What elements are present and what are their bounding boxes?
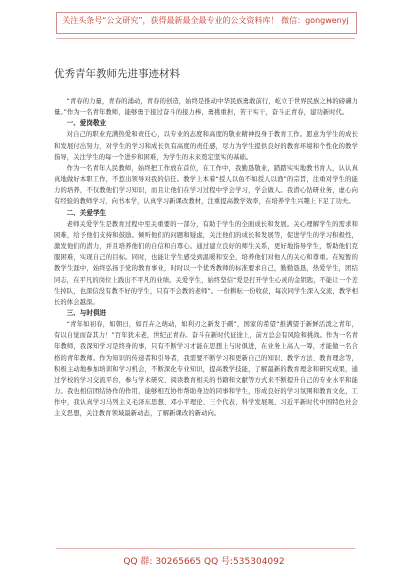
footer-divider: [56, 548, 355, 549]
header-banner: [0, 12, 408, 40]
section-paragraph: 作为一名青年人民教师，始终把工作放在首位，在工作中，我勤恳敬业，踏踏实实地教书育人，认认真真地做好本职工作，不惹出领导对我的信任。教学上本着“授人以鱼不如授人以渔”的宗旨，注重对学生的能力的培养，不仅教他们学习知识，而且让他们在学习过程中学会学习，学会做人。我潜心钻研业务，虚心向有经验的教师学习，向书本学，认真学习新课改教材，注重提高教学效率，在培养学生兴趣上下足了功夫。: [54, 164, 358, 206]
footer-contacts: QQ 群: 30265665 QQ 号:535304092: [123, 557, 285, 567]
intro-paragraph: “青春的力量，青春的涌动，青春的创造，始终是推动中华民族勇敢前行，屹立于世界民族之林的磅礴力量。”作为一名青年教师，能够勇于接过奋斗的接力棒，勇挑重担，苦干实干，奋斗正青春，建功新时代。: [54, 98, 358, 117]
section-heading-keep-pace: 三、与时俱进: [66, 308, 107, 317]
section-heading-care-for-students: 二、关爱学生: [66, 208, 107, 217]
section-paragraph: 对自己的职业充满热爱和责任心，以专业的态度和高度的敬业精神投身于教育工作。愿意为学生的成长和发展付出努力，对学生的学习和成长负有高度的责任感，尽力为学生提供良好的教育环境和个性化的教学指导，关注学生的每一个进步和困难，为学生的未来奠定坚实的基础。: [54, 131, 358, 161]
header-divider: [56, 38, 355, 39]
section-heading-dedication: 一、爱岗敬业: [66, 119, 107, 128]
document-title: 优秀青年教师先进事迹材料: [54, 68, 180, 80]
section-paragraph: “青年如初春，如朝日，如百卉之萌动，如利刃之新发于硎”，国家的希望“推满望于新鲜活泼之青年，有以自觉而奋其力！”百年犹未老，世纪正青春。奋斗在新时代征途上，前方总会有风险和挑战。作为一名青年教师，我深知学习是终身的事，只有不断学习才能在思想上与时俱进，在业务上高人一筹，才能做一名合格的青年教师。作为知识的传递者和引导者，我需要不断学习和更新自己的知识、教学方法、教育理念等，积极主动地参加培训和学习机会，不断深化专业知识，提高教学技能，了解最新的教育理念和研究成果，通过学校的学习交流平台，参与学术研究、阅读教育相关的书籍和文献等方式来不断提升自己的专业水平和能力。我也相信团结协作的作用，能够相互协作帮助身边的同事和学生，形成良好的学习氛围和教育文化，工作中，我认真学习马列主义毛泽东思想、邓小平理论、三个代表、科学发展观、习近平新时代中国特色社会主义思想，关注教育领域最新动态，了解新课改的新动向。: [54, 321, 359, 418]
section-paragraph: 老师关爱学生是教育过程中至关重要的一部分，有助于学生的全面成长和发展。关心理解学生的需求和困难，给予他们支持和鼓励。倾听他们的问题和疑虑，关注他们的成长和发展等，促进学生的学习积极性，激发他们的潜力，并且培养他们的自信和自尊心。通过建立良好的师生关系，更好地指导学生，帮助他们克服困难，实现自己的目标。同时，也能让学生感受到温暖和安全，培养他们对他人的关心和尊重。在短暂的教学生涯中，始终弘扬于党的教育事业，时时以一个优秀教师的标准要求自己，勤勤恳恳，热爱学生，团结同志，在平凡的岗位上践出不平凡的业绩。关爱学生，始终坚信“爱是打开学生心灵的金钥匙，不能让一个差生掉队，也深信没有教不好的学生，只有不会教的老师”。一份耕耘一份收获，每次同学生深入交流，教学相长的体会越深。: [54, 220, 359, 306]
banner-text: 关注头条号“公文研究”，获得最新最全最专业的公文资料库！ 微信：gongwenyj: [62, 16, 349, 25]
document-body: [54, 96, 358, 420]
